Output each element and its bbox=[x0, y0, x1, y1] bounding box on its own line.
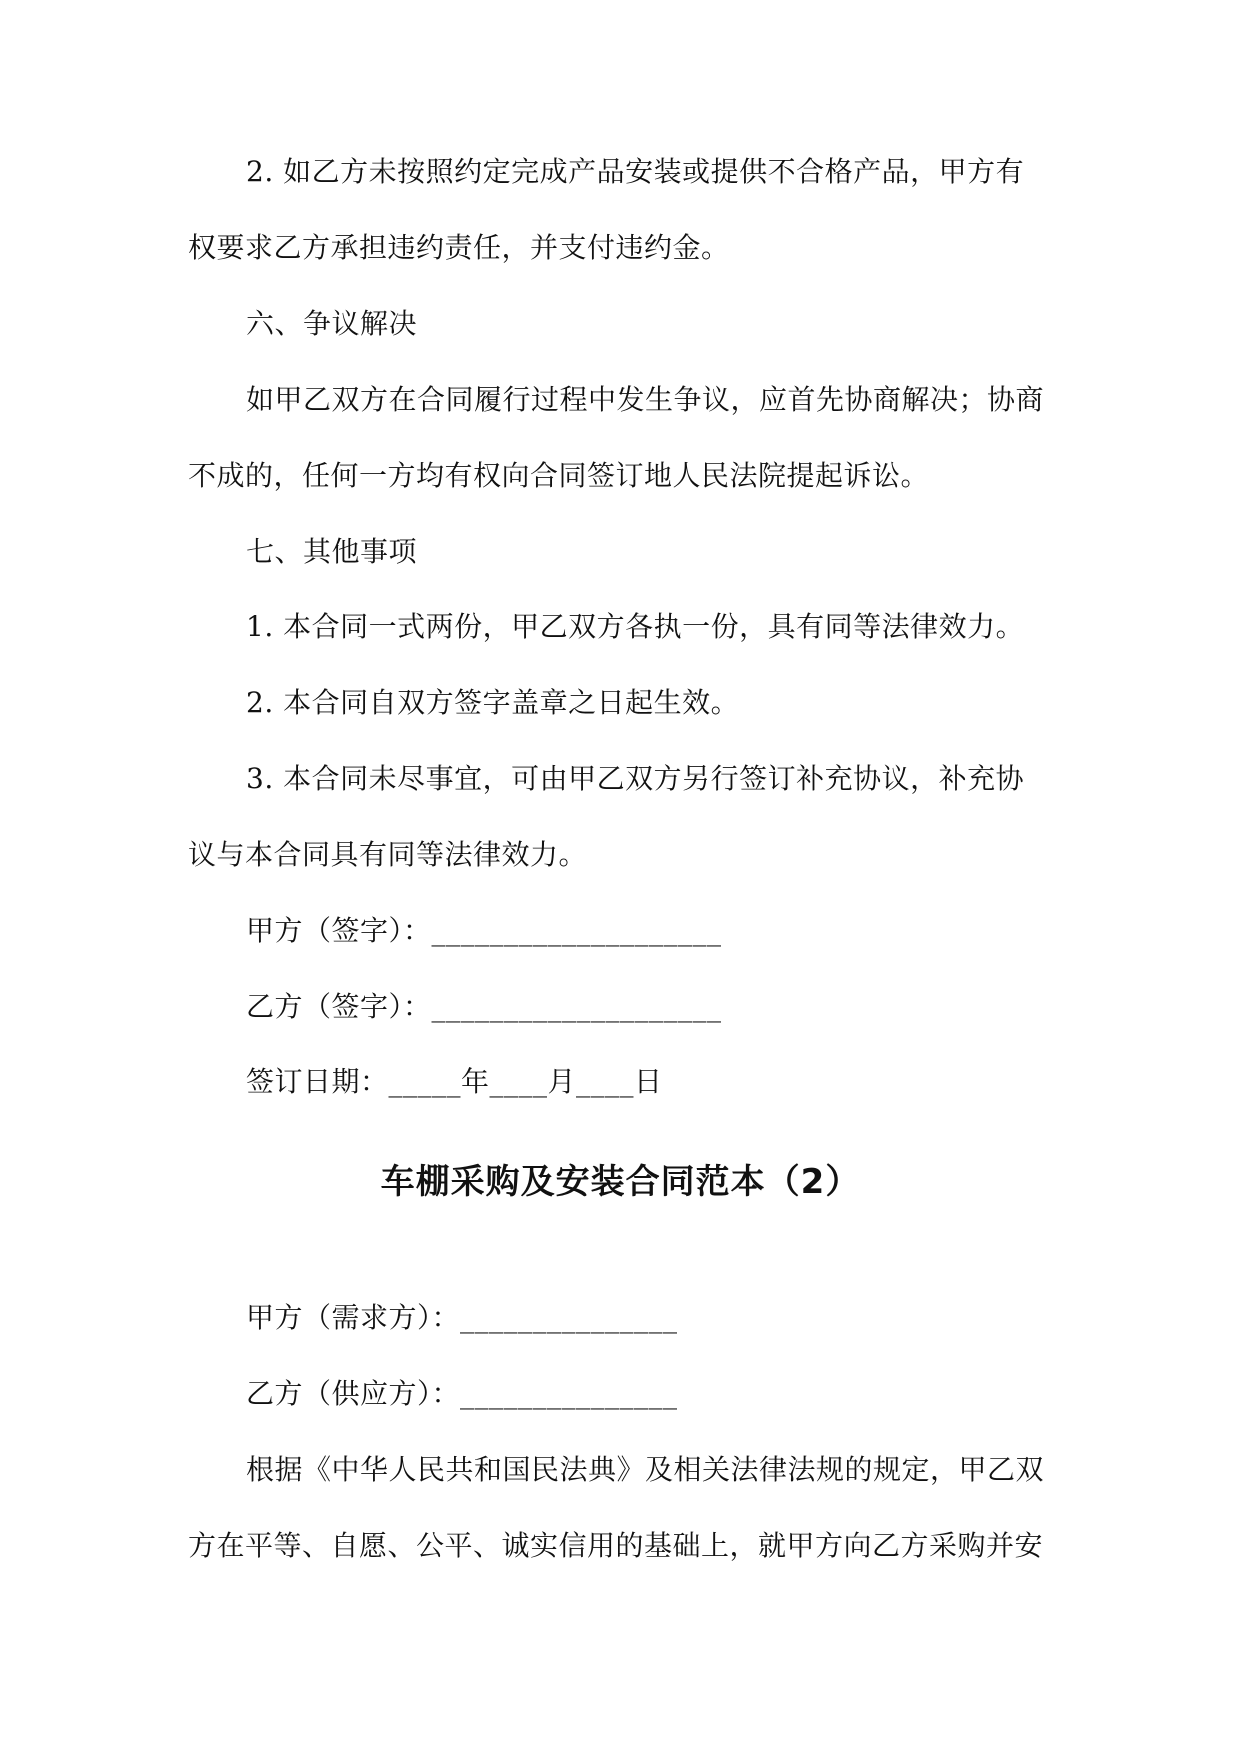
clause-5-2-line-1: 2. 如乙方未按照约定完成产品安装或提供不合格产品，甲方有 bbox=[246, 155, 1025, 188]
party-a-signature-line: 甲方（签字）：____________________ bbox=[246, 914, 722, 947]
section-6-line-1: 如甲乙双方在合同履行过程中发生争议，应首先协商解决；协商 bbox=[246, 383, 1045, 416]
clause-7-2: 2. 本合同自双方签字盖章之日起生效。 bbox=[246, 686, 740, 719]
party-a-demand-line: 甲方（需求方）：_______________ bbox=[246, 1301, 678, 1334]
contract-title: 车棚采购及安装合同范本（2） bbox=[380, 1162, 861, 1202]
party-b-supply-line: 乙方（供应方）：_______________ bbox=[246, 1377, 678, 1410]
clause-7-3-line-1: 3. 本合同未尽事宜，可由甲乙双方另行签订补充协议，补充协 bbox=[246, 762, 1025, 795]
section-heading-7: 七、其他事项 bbox=[246, 535, 418, 568]
section-6-line-2: 不成的，任何一方均有权向合同签订地人民法院提起诉讼。 bbox=[188, 459, 930, 492]
clause-5-2-line-2: 权要求乙方承担违约责任，并支付违约金。 bbox=[188, 231, 730, 264]
preamble-line-1: 根据《中华人民共和国民法典》及相关法律法规的规定，甲乙双 bbox=[246, 1453, 1045, 1486]
preamble-line-2: 方在平等、自愿、公平、诚实信用的基础上，就甲方向乙方采购并安 bbox=[188, 1529, 1044, 1562]
section-heading-6: 六、争议解决 bbox=[246, 307, 418, 340]
party-b-signature-line: 乙方（签字）：____________________ bbox=[246, 990, 722, 1023]
clause-7-3-line-2: 议与本合同具有同等法律效力。 bbox=[188, 838, 588, 871]
clause-7-1: 1. 本合同一式两份，甲乙双方各执一份，具有同等法律效力。 bbox=[246, 610, 1025, 643]
signing-date-line: 签订日期：_____年____月____日 bbox=[246, 1065, 663, 1098]
